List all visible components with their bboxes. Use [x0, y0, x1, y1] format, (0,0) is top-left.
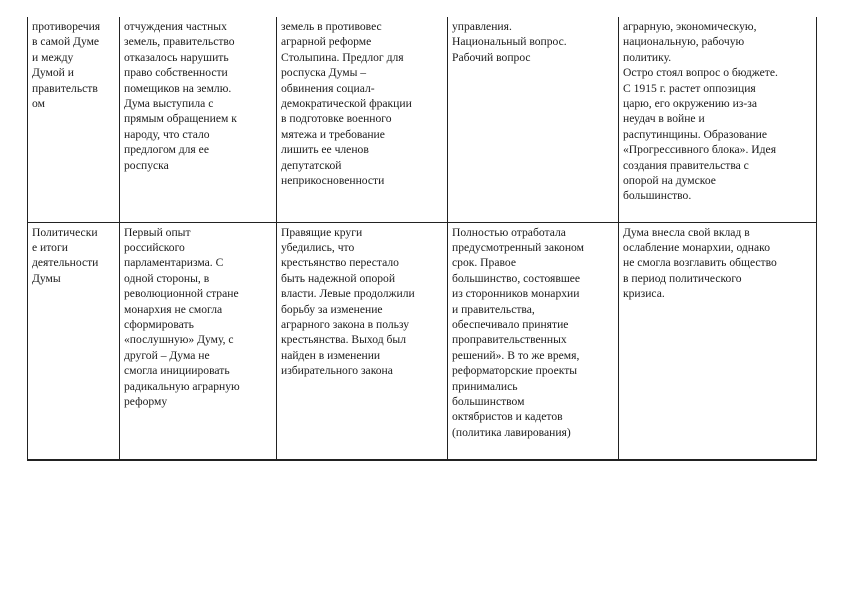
cell-text-line: опорой на думское — [623, 174, 716, 188]
cell-text-line: в самой Думе — [32, 35, 100, 49]
cell-text-line: избирательного закона — [281, 364, 393, 378]
table-cell — [448, 17, 619, 222]
table-cell — [277, 222, 448, 460]
cell-text-line: Столыпина. Предлог для — [281, 50, 404, 64]
cell-text-line: противоречия — [32, 20, 101, 33]
cell-text-line: Остро стоял вопрос о бюджете. — [623, 66, 778, 80]
cell-text-line: Думой и — [32, 66, 74, 80]
cell-text-line: роспуска — [124, 158, 169, 172]
table-cell — [120, 17, 277, 222]
cell-text-line: отказалось нарушить — [124, 50, 229, 64]
cell-text-line: создания правительства с — [623, 158, 749, 172]
cell-text-line: аграрную, экономическую, — [623, 20, 757, 33]
cell-text-line: большинством — [452, 394, 525, 408]
cell-text-line: аграрного закона в пользу — [281, 317, 410, 331]
cell-text-line: власти. Левые продолжили — [281, 287, 415, 301]
cell-text-line: распутинщины. Образование — [623, 127, 768, 141]
cell-text-line: найден в изменении — [281, 348, 381, 362]
cell-text-line: политику. — [623, 50, 672, 64]
cell-text-line: национальную, рабочую — [623, 35, 745, 49]
cell-text-line: царю, его окружению из-за — [623, 97, 757, 111]
cell-text-line: мятежа и требование — [281, 127, 385, 141]
cell-text-line: правительств — [32, 81, 98, 95]
cell-text-line: парламентаризма. С — [124, 256, 224, 270]
cell-text-line: и между — [32, 50, 74, 64]
cell-text-line: Первый опыт — [124, 225, 191, 239]
table-cell — [277, 17, 448, 222]
cell-text-line: кризиса. — [623, 287, 665, 301]
cell-text-line: смогла инициировать — [124, 364, 230, 378]
cell-text-line: предусмотренный законом — [452, 240, 584, 254]
cell-text-line: монархия не смогла — [124, 302, 223, 316]
cell-text-line: «послушную» Думу, с — [124, 333, 234, 347]
cell-text-line: Дума внесла свой вклад в — [623, 225, 750, 239]
cell-text-line: другой – Дума не — [124, 348, 210, 362]
cell-text-line: срок. Правое — [452, 256, 516, 270]
cell-text-line: помещиков на землю. — [124, 81, 232, 95]
cell-text-line: неприкосновенности — [281, 174, 385, 188]
cell-text-line: земель в противовес — [281, 20, 382, 33]
table-cell — [619, 17, 817, 222]
cell-text-line: неудач в войне и — [623, 112, 705, 126]
cell-text-line: реформу — [124, 394, 168, 408]
cell-text-line: Полностью отработала — [452, 225, 566, 239]
cell-text-line: Политически — [32, 225, 98, 239]
cell-text-line: октябристов и кадетов — [452, 410, 563, 424]
cell-text-line: ом — [32, 97, 45, 111]
cell-text-line: сформировать — [124, 317, 194, 331]
cell-text-line: радикальную аграрную — [124, 379, 240, 393]
cell-text-line: (политика лавирования) — [452, 425, 571, 439]
cell-text-line: большинство, состоявшее — [452, 271, 581, 285]
table-cell — [28, 222, 120, 460]
cell-text-line: земель, правительство — [124, 35, 235, 49]
cell-text-line: аграрной реформе — [281, 35, 372, 49]
cell-text-line: народу, что стало — [124, 127, 210, 141]
cell-text-line: в подготовке военного — [281, 112, 392, 126]
cell-text-line: деятельности — [32, 256, 99, 270]
cell-text-line: Рабочий вопрос — [452, 50, 531, 64]
table-cell — [28, 17, 120, 222]
cell-text-line: крестьянство перестало — [281, 256, 399, 270]
cell-text-line: проправительственных — [452, 333, 567, 347]
table-row-contradictions — [28, 17, 817, 222]
cell-text-line: С 1915 г. растет оппозиция — [623, 81, 756, 95]
duma-comparison-table — [27, 17, 817, 461]
cell-text-line: обвинения социал- — [281, 81, 375, 95]
cell-text-line: ослабление монархии, однако — [623, 240, 770, 254]
cell-text-line: решений». В то же время, — [452, 348, 580, 362]
table-cell — [619, 222, 817, 460]
cell-text-line: не смогла возглавить общество — [623, 256, 777, 270]
cell-text-line: «Прогрессивного блока». Идея — [623, 143, 777, 157]
cell-text-line: Дума выступила с — [124, 97, 214, 111]
cell-text-line: и правительства, — [452, 302, 535, 316]
cell-text-line: из сторонников монархии — [452, 287, 580, 301]
cell-text-line: депутатской — [281, 158, 342, 172]
table-cell — [448, 222, 619, 460]
cell-text-line: принимались — [452, 379, 518, 393]
cell-text-line: предлогом для ее — [124, 143, 209, 157]
cell-text-line: отчуждения частных — [124, 20, 227, 33]
cell-text-line: обеспечивало принятие — [452, 317, 569, 331]
cell-text-line: реформаторские проекты — [452, 364, 578, 378]
cell-text-line: демократической фракции — [281, 97, 412, 111]
cell-text-line: в период политического — [623, 271, 742, 285]
table-cell — [120, 222, 277, 460]
cell-text-line: Думы — [32, 271, 61, 285]
cell-text-line: прямым обращением к — [124, 112, 237, 126]
cell-text-line: Национальный вопрос. — [452, 35, 567, 49]
cell-text-line: е итоги — [32, 240, 68, 254]
cell-text-line: борьбу за изменение — [281, 302, 383, 316]
cell-text-line: большинство. — [623, 189, 692, 203]
cell-text-line: роспуска Думы – — [281, 66, 367, 80]
cell-text-line: одной стороны, в — [124, 271, 210, 285]
cell-text-line: управления. — [452, 20, 512, 33]
cell-text-line: право собственности — [124, 66, 228, 80]
cell-text-line: российского — [124, 240, 185, 254]
cell-text-line: революционной стране — [124, 287, 239, 301]
cell-text-line: быть надежной опорой — [281, 271, 396, 285]
cell-text-line: убедились, что — [281, 240, 355, 254]
table-row-political-results — [28, 222, 817, 460]
cell-text-line: крестьянства. Выход был — [281, 333, 406, 347]
cell-text-line: Правящие круги — [281, 225, 363, 239]
cell-text-line: лишить ее членов — [281, 143, 369, 157]
